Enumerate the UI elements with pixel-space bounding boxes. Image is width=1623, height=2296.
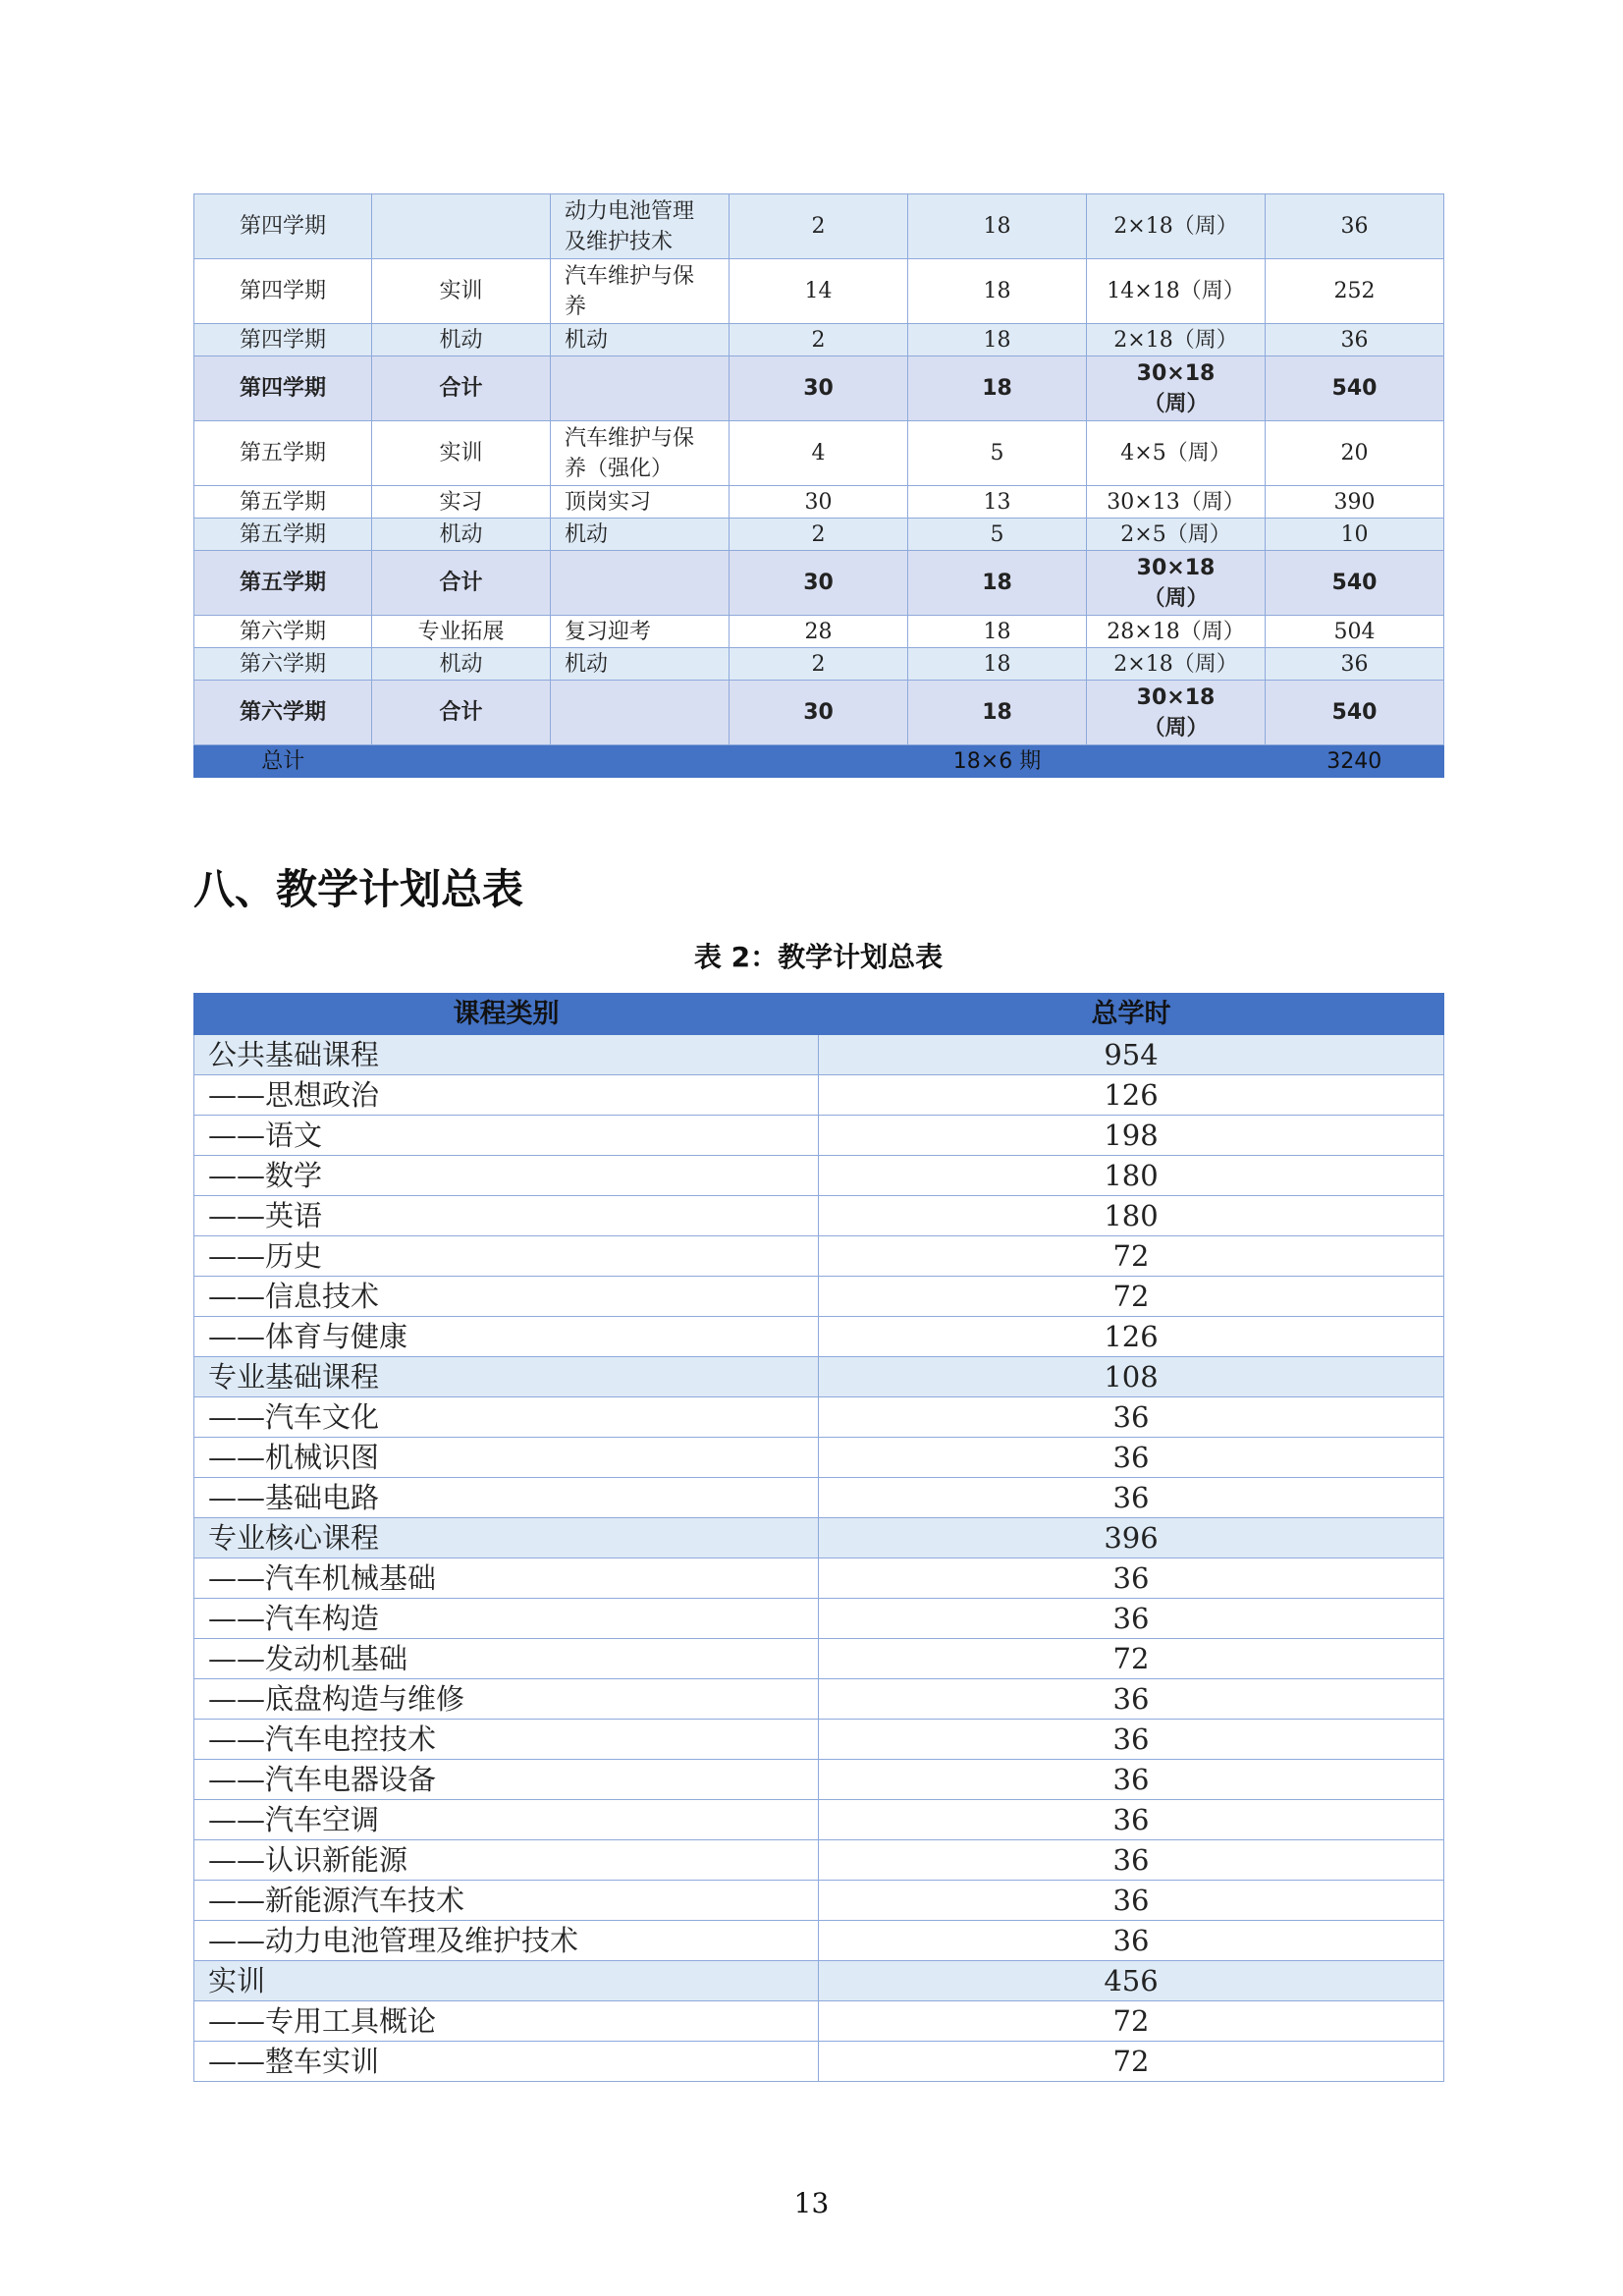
total-hours-cell: 126 bbox=[819, 1317, 1444, 1357]
type-cell: 专业拓展 bbox=[372, 616, 551, 648]
course-category-cell: ——动力电池管理及维护技术 bbox=[194, 1921, 819, 1961]
schedule-row bbox=[194, 616, 1444, 648]
weekly-hours-cell: 4 bbox=[730, 421, 908, 486]
weeks-cell: 18 bbox=[908, 259, 1087, 324]
weeks-cell: 18 bbox=[908, 681, 1087, 745]
category-group-row bbox=[194, 1518, 1444, 1558]
weeks-cell: 18 bbox=[908, 356, 1087, 421]
course-row bbox=[194, 2001, 1444, 2042]
course-category-cell: ——体育与健康 bbox=[194, 1317, 819, 1357]
hours-cell: 36 bbox=[1266, 194, 1444, 259]
weeks-cell: 18 bbox=[908, 324, 1087, 356]
weekly-hours-cell: 30 bbox=[730, 551, 908, 616]
course-cell: 动力电池管理 及维护技术 bbox=[551, 194, 730, 259]
semester-cell: 第五学期 bbox=[194, 551, 372, 616]
total-spacer-2 bbox=[1087, 745, 1266, 778]
course-category-cell: ——整车实训 bbox=[194, 2042, 819, 2082]
weekly-hours-cell: 2 bbox=[730, 648, 908, 681]
total-hours-cell: 36 bbox=[819, 1921, 1444, 1961]
schedule-row bbox=[194, 194, 1444, 259]
type-cell: 实训 bbox=[372, 259, 551, 324]
total-hours-cell: 36 bbox=[819, 1558, 1444, 1599]
total-hours-cell: 36 bbox=[819, 1840, 1444, 1881]
course-row bbox=[194, 1921, 1444, 1961]
type-cell: 合计 bbox=[372, 551, 551, 616]
semester-cell: 第五学期 bbox=[194, 421, 372, 486]
type-cell: 机动 bbox=[372, 519, 551, 551]
course-category-cell: ——底盘构造与维修 bbox=[194, 1679, 819, 1720]
course-cell: 复习迎考 bbox=[551, 616, 730, 648]
weeks-cell: 18 bbox=[908, 194, 1087, 259]
calculation-cell: 30×18 （周） bbox=[1087, 551, 1266, 616]
course-row bbox=[194, 1116, 1444, 1156]
course-category-cell: ——汽车空调 bbox=[194, 1800, 819, 1840]
hours-cell: 540 bbox=[1266, 681, 1444, 745]
weekly-hours-cell: 14 bbox=[730, 259, 908, 324]
schedule-row bbox=[194, 259, 1444, 324]
table-caption: 表 2：教学计划总表 bbox=[693, 941, 944, 973]
weeks-cell: 13 bbox=[908, 486, 1087, 519]
course-category-cell: ——发动机基础 bbox=[194, 1639, 819, 1679]
course-category-cell: ——机械识图 bbox=[194, 1438, 819, 1478]
total-hours-cell: 198 bbox=[819, 1116, 1444, 1156]
type-cell bbox=[372, 194, 551, 259]
semester-cell: 第五学期 bbox=[194, 486, 372, 519]
course-category-cell: ——英语 bbox=[194, 1196, 819, 1236]
category-group-row bbox=[194, 1035, 1444, 1075]
calculation-cell: 2×18（周） bbox=[1087, 648, 1266, 681]
course-category-cell: ——汽车构造 bbox=[194, 1599, 819, 1639]
weeks-cell: 5 bbox=[908, 421, 1087, 486]
total-hours-cell: 72 bbox=[819, 2001, 1444, 2042]
course-row bbox=[194, 1317, 1444, 1357]
total-hours-cell: 72 bbox=[819, 1639, 1444, 1679]
type-cell: 合计 bbox=[372, 681, 551, 745]
total-hours-cell: 36 bbox=[819, 1760, 1444, 1800]
hours-cell: 36 bbox=[1266, 648, 1444, 681]
course-row bbox=[194, 1679, 1444, 1720]
semester-cell: 第四学期 bbox=[194, 356, 372, 421]
total-hours-cell: 126 bbox=[819, 1075, 1444, 1116]
hours-cell: 20 bbox=[1266, 421, 1444, 486]
course-row bbox=[194, 2042, 1444, 2082]
hours-cell: 540 bbox=[1266, 356, 1444, 421]
course-row bbox=[194, 1720, 1444, 1760]
hours-cell: 504 bbox=[1266, 616, 1444, 648]
table-header-row bbox=[194, 994, 1444, 1035]
course-category-cell: ——历史 bbox=[194, 1236, 819, 1277]
calculation-cell: 30×13（周） bbox=[1087, 486, 1266, 519]
category-group-row bbox=[194, 1357, 1444, 1397]
course-row bbox=[194, 1800, 1444, 1840]
total-hours-cell: 456 bbox=[819, 1961, 1444, 2001]
category-group-row bbox=[194, 1961, 1444, 2001]
course-category-cell: ——思想政治 bbox=[194, 1075, 819, 1116]
hours-cell: 36 bbox=[1266, 324, 1444, 356]
course-category-cell: ——新能源汽车技术 bbox=[194, 1881, 819, 1921]
schedule-row bbox=[194, 486, 1444, 519]
schedule-row bbox=[194, 519, 1444, 551]
total-hours-cell: 954 bbox=[819, 1035, 1444, 1075]
calculation-cell: 2×18（周） bbox=[1087, 324, 1266, 356]
course-row bbox=[194, 1196, 1444, 1236]
total-hours-cell: 36 bbox=[819, 1478, 1444, 1518]
page-number: 13 bbox=[793, 2187, 830, 2219]
calculation-cell: 4×5（周） bbox=[1087, 421, 1266, 486]
total-label: 总计 bbox=[194, 745, 372, 778]
weekly-hours-cell: 2 bbox=[730, 519, 908, 551]
teaching-plan-table bbox=[193, 993, 1444, 2082]
course-cell bbox=[551, 681, 730, 745]
course-cell bbox=[551, 356, 730, 421]
weeks-cell: 18 bbox=[908, 648, 1087, 681]
semester-cell: 第四学期 bbox=[194, 194, 372, 259]
semester-schedule-body bbox=[194, 194, 1444, 778]
course-row bbox=[194, 1075, 1444, 1116]
total-periods: 18×6 期 bbox=[908, 745, 1087, 778]
header-hours: 总学时 bbox=[819, 994, 1444, 1035]
type-cell: 合计 bbox=[372, 356, 551, 421]
weekly-hours-cell: 2 bbox=[730, 324, 908, 356]
total-spacer bbox=[372, 745, 908, 778]
schedule-row bbox=[194, 421, 1444, 486]
hours-cell: 252 bbox=[1266, 259, 1444, 324]
course-category-cell: ——信息技术 bbox=[194, 1277, 819, 1317]
course-row bbox=[194, 1478, 1444, 1518]
section-heading: 八、教学计划总表 bbox=[193, 865, 524, 913]
course-cell: 汽车维护与保 养（强化） bbox=[551, 421, 730, 486]
course-row bbox=[194, 1840, 1444, 1881]
teaching-plan-body bbox=[194, 1035, 1444, 2082]
hours-cell: 390 bbox=[1266, 486, 1444, 519]
type-cell: 实训 bbox=[372, 421, 551, 486]
course-cell bbox=[551, 551, 730, 616]
calculation-cell: 2×5（周） bbox=[1087, 519, 1266, 551]
semester-cell: 第六学期 bbox=[194, 648, 372, 681]
total-hours-cell: 72 bbox=[819, 1236, 1444, 1277]
calculation-cell: 28×18（周） bbox=[1087, 616, 1266, 648]
semester-cell: 第四学期 bbox=[194, 259, 372, 324]
course-row bbox=[194, 1236, 1444, 1277]
total-hours: 3240 bbox=[1266, 745, 1444, 778]
course-category-cell: ——专用工具概论 bbox=[194, 2001, 819, 2042]
total-hours-cell: 36 bbox=[819, 1881, 1444, 1921]
course-row bbox=[194, 1397, 1444, 1438]
total-hours-cell: 180 bbox=[819, 1196, 1444, 1236]
semester-cell: 第五学期 bbox=[194, 519, 372, 551]
total-hours-cell: 36 bbox=[819, 1397, 1444, 1438]
weekly-hours-cell: 30 bbox=[730, 486, 908, 519]
course-category-cell: ——数学 bbox=[194, 1156, 819, 1196]
course-row bbox=[194, 1881, 1444, 1921]
calculation-cell: 30×18 （周） bbox=[1087, 356, 1266, 421]
weekly-hours-cell: 2 bbox=[730, 194, 908, 259]
course-category-cell: ——汽车电器设备 bbox=[194, 1760, 819, 1800]
semester-cell: 第六学期 bbox=[194, 616, 372, 648]
weekly-hours-cell: 30 bbox=[730, 356, 908, 421]
total-hours-cell: 396 bbox=[819, 1518, 1444, 1558]
course-category-cell: ——语文 bbox=[194, 1116, 819, 1156]
total-hours-cell: 108 bbox=[819, 1357, 1444, 1397]
weeks-cell: 18 bbox=[908, 616, 1087, 648]
semester-cell: 第六学期 bbox=[194, 681, 372, 745]
course-category-cell: ——认识新能源 bbox=[194, 1840, 819, 1881]
total-hours-cell: 72 bbox=[819, 2042, 1444, 2082]
course-category-cell: ——基础电路 bbox=[194, 1478, 819, 1518]
course-category-cell: ——汽车电控技术 bbox=[194, 1720, 819, 1760]
header-category: 课程类别 bbox=[194, 994, 819, 1035]
total-hours-cell: 36 bbox=[819, 1800, 1444, 1840]
schedule-row bbox=[194, 324, 1444, 356]
course-category-cell: ——汽车文化 bbox=[194, 1397, 819, 1438]
total-hours-cell: 36 bbox=[819, 1720, 1444, 1760]
course-cell: 机动 bbox=[551, 324, 730, 356]
course-category-cell: 公共基础课程 bbox=[194, 1035, 819, 1075]
weekly-hours-cell: 28 bbox=[730, 616, 908, 648]
calculation-cell: 14×18（周） bbox=[1087, 259, 1266, 324]
total-hours-cell: 180 bbox=[819, 1156, 1444, 1196]
course-cell: 机动 bbox=[551, 519, 730, 551]
course-category-cell: 实训 bbox=[194, 1961, 819, 2001]
course-cell: 汽车维护与保 养 bbox=[551, 259, 730, 324]
course-category-cell: ——汽车机械基础 bbox=[194, 1558, 819, 1599]
course-row bbox=[194, 1599, 1444, 1639]
semester-cell: 第四学期 bbox=[194, 324, 372, 356]
course-row bbox=[194, 1438, 1444, 1478]
type-cell: 机动 bbox=[372, 324, 551, 356]
schedule-row bbox=[194, 356, 1444, 421]
semester-schedule-table bbox=[193, 193, 1444, 778]
weeks-cell: 5 bbox=[908, 519, 1087, 551]
course-category-cell: 专业基础课程 bbox=[194, 1357, 819, 1397]
course-cell: 顶岗实习 bbox=[551, 486, 730, 519]
type-cell: 实习 bbox=[372, 486, 551, 519]
course-category-cell: 专业核心课程 bbox=[194, 1518, 819, 1558]
course-cell: 机动 bbox=[551, 648, 730, 681]
schedule-row bbox=[194, 551, 1444, 616]
total-hours-cell: 36 bbox=[819, 1438, 1444, 1478]
course-row bbox=[194, 1156, 1444, 1196]
schedule-total-row bbox=[194, 745, 1444, 778]
hours-cell: 540 bbox=[1266, 551, 1444, 616]
course-row bbox=[194, 1277, 1444, 1317]
course-row bbox=[194, 1639, 1444, 1679]
weekly-hours-cell: 30 bbox=[730, 681, 908, 745]
schedule-row bbox=[194, 681, 1444, 745]
total-hours-cell: 36 bbox=[819, 1679, 1444, 1720]
calculation-cell: 30×18 （周） bbox=[1087, 681, 1266, 745]
total-hours-cell: 72 bbox=[819, 1277, 1444, 1317]
schedule-row bbox=[194, 648, 1444, 681]
course-row bbox=[194, 1760, 1444, 1800]
type-cell: 机动 bbox=[372, 648, 551, 681]
total-hours-cell: 36 bbox=[819, 1599, 1444, 1639]
hours-cell: 10 bbox=[1266, 519, 1444, 551]
weeks-cell: 18 bbox=[908, 551, 1087, 616]
course-row bbox=[194, 1558, 1444, 1599]
calculation-cell: 2×18（周） bbox=[1087, 194, 1266, 259]
